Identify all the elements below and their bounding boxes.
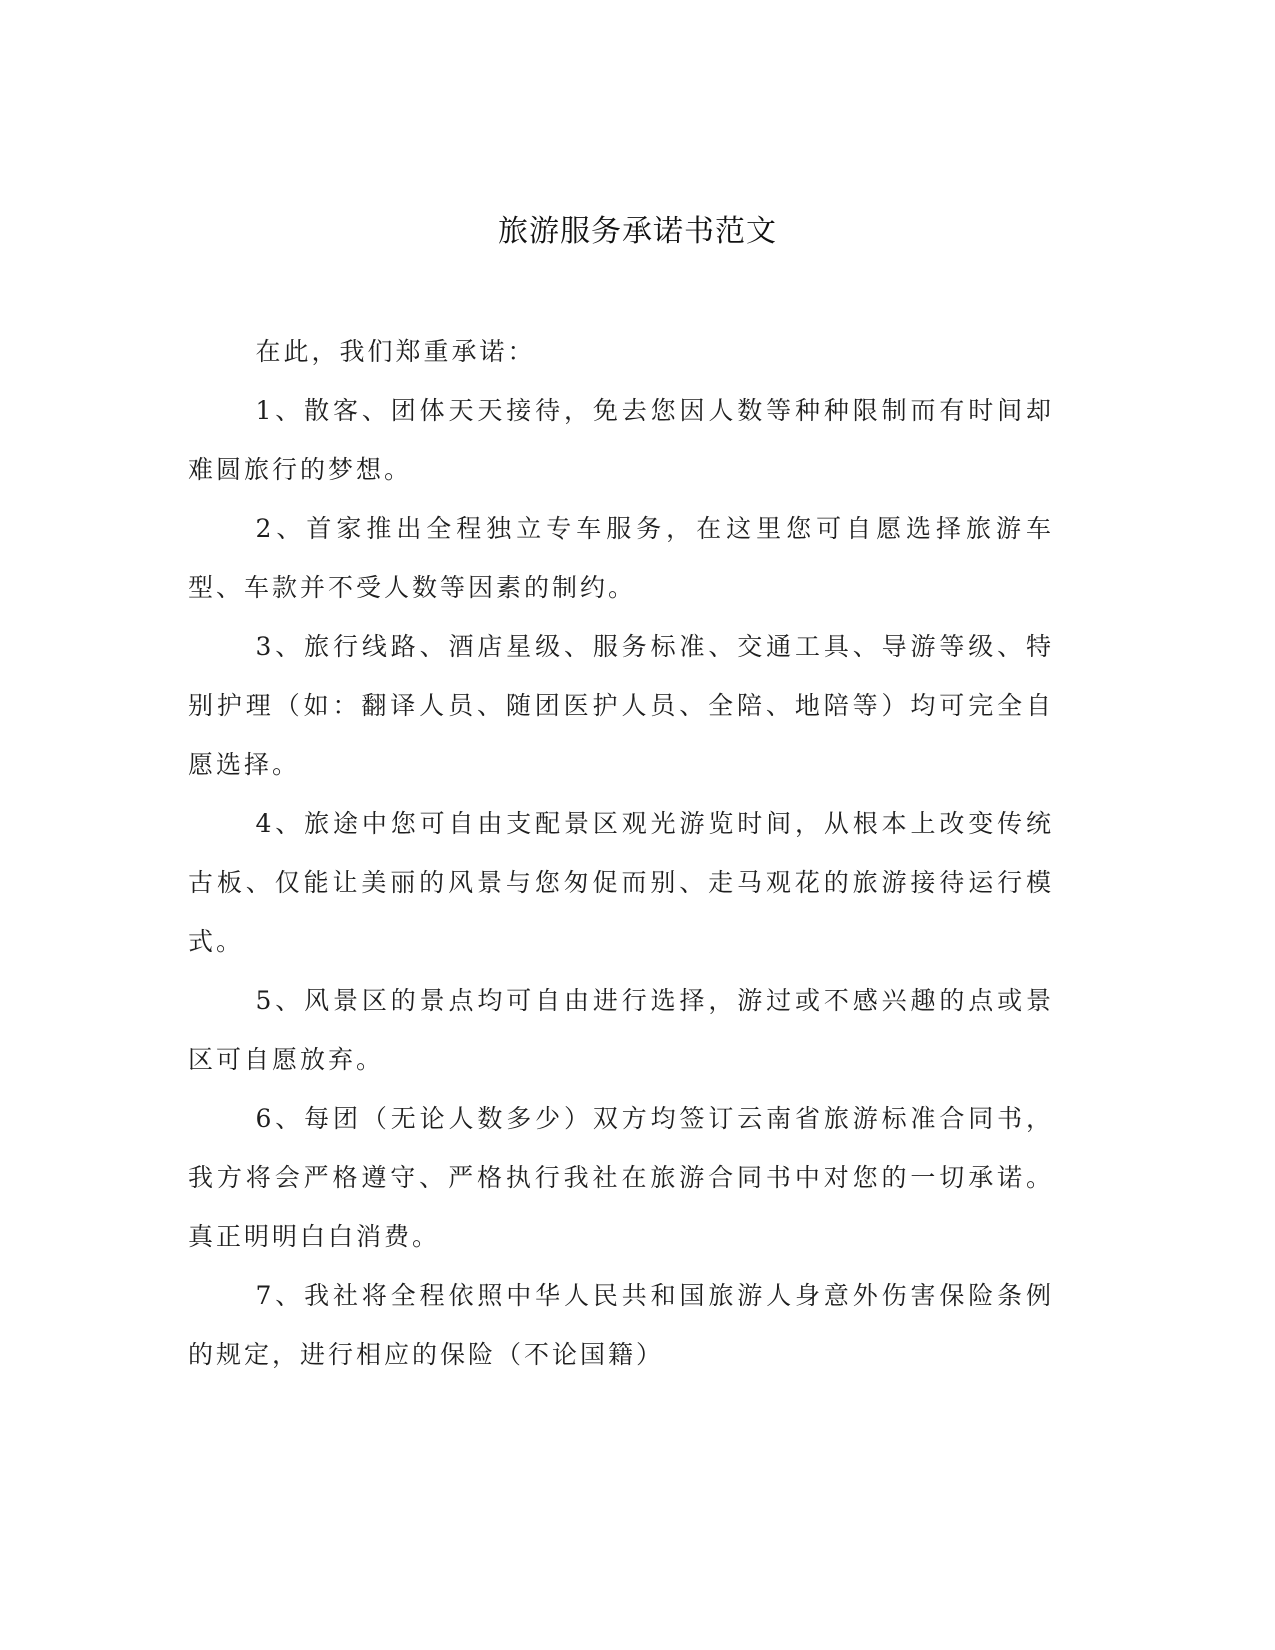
commitment-item-4: 4、旅途中您可自由支配景区观光游览时间，从根本上改变传统古板、仅能让美丽的风景与您匆促而别、走马观花的旅游接待运行模式。	[188, 809, 1054, 956]
commitment-item-6: 6、每团（无论人数多少）双方均签订云南省旅游标准合同书，我方将会严格遵守、严格执行我社在旅游合同书中对您的一切承诺。真正明明白白消费。	[188, 1104, 1054, 1251]
commitment-item-1: 1、散客、团体天天接待，免去您因人数等种种限制而有时间却难圆旅行的梦想。	[188, 396, 1054, 484]
intro-paragraph: 在此，我们郑重承诺：	[255, 337, 536, 366]
commitment-item-7: 7、我社将全程依照中华人民共和国旅游人身意外伤害保险条例的规定，进行相应的保险（不论国籍）	[188, 1281, 1054, 1369]
commitment-item-2: 2、首家推出全程独立专车服务，在这里您可自愿选择旅游车型、车款并不受人数等因素的制约。	[188, 514, 1054, 602]
commitment-item-5: 5、风景区的景点均可自由进行选择，游过或不感兴趣的点或景区可自愿放弃。	[188, 986, 1054, 1074]
document-title: 旅游服务承诺书范文	[498, 214, 777, 249]
commitment-item-3: 3、旅行线路、酒店星级、服务标准、交通工具、导游等级、特别护理（如：翻译人员、随团医护人员、全陪、地陪等）均可完全自愿选择。	[188, 632, 1054, 779]
document-body	[188, 322, 1054, 1384]
